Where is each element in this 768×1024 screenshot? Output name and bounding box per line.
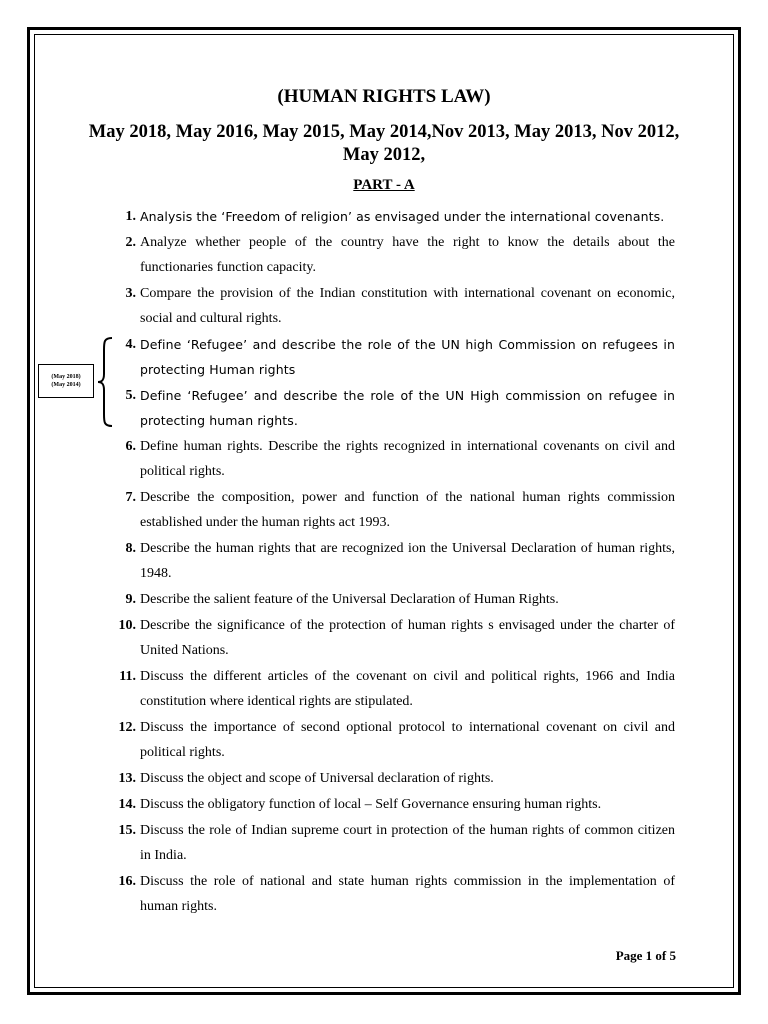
question-item	[104, 664, 675, 714]
question-text: Discuss the role of Indian supreme court in protection of the human rights of common citizen in India.	[140, 823, 675, 863]
side-note-line: (May 2014)	[51, 382, 81, 388]
question-number: 8.	[125, 541, 136, 556]
question-item	[104, 332, 675, 382]
question-text: Define ‘Refugee’ and describe the role of the UN high Commission on refugees in protecting Human rights	[140, 337, 675, 377]
question-text: Describe the salient feature of the Universal Declaration of Human Rights.	[140, 592, 559, 607]
question-text: Define human rights. Describe the rights recognized in international covenants on civil and political rights.	[140, 439, 675, 479]
question-text: Compare the provision of the Indian constitution with international covenant on economic, social and cultural rights.	[140, 286, 675, 326]
side-note-box	[38, 364, 94, 398]
question-number: 16.	[118, 874, 136, 889]
question-item	[104, 485, 675, 535]
exam-dates: May 2018, May 2016, May 2015, May 2014,Nov 2013, May 2013, Nov 2012, May 2012,	[88, 122, 680, 165]
question-number: 9.	[125, 592, 136, 607]
question-list	[104, 204, 675, 920]
question-number: 10.	[118, 618, 136, 633]
document-title: (HUMAN RIGHTS LAW)	[277, 86, 491, 107]
question-text: Discuss the importance of second optional protocol to international covenant on civil and political rights.	[140, 720, 675, 760]
question-text: Discuss the obligatory function of local – Self Governance ensuring human rights.	[140, 797, 602, 812]
question-item	[104, 536, 675, 586]
question-item	[104, 869, 675, 919]
part-heading: PART - A	[353, 177, 415, 193]
question-item	[104, 230, 675, 280]
question-item	[104, 383, 675, 433]
question-text: Define ‘Refugee’ and describe the role of the UN High commission on refugee in protecting human rights.	[140, 388, 675, 428]
question-number: 2.	[125, 235, 136, 250]
question-number: 12.	[118, 720, 136, 735]
question-text: Analyze whether people of the country have the right to know the details about the functionaries function capacity.	[140, 235, 675, 275]
question-number: 14.	[118, 797, 136, 812]
question-number: 15.	[118, 823, 136, 838]
question-item	[104, 715, 675, 765]
question-text: Describe the human rights that are recognized ion the Universal Declaration of human rights, 1948.	[140, 541, 675, 581]
question-item	[104, 587, 675, 612]
question-item	[104, 818, 675, 868]
side-note-line: (May 2018)	[51, 374, 81, 380]
question-number: 7.	[125, 490, 136, 505]
question-number: 3.	[125, 286, 136, 301]
question-number: 11.	[119, 669, 136, 684]
question-item	[104, 792, 675, 817]
question-text: Describe the significance of the protection of human rights s envisaged under the charter of United Nations.	[140, 618, 675, 658]
question-text: Describe the composition, power and function of the national human rights commission established under the human rights act 1993.	[140, 490, 675, 530]
question-text: Analysis the ‘Freedom of religion’ as envisaged under the international covenants.	[140, 209, 665, 224]
question-number: 1.	[125, 209, 136, 224]
question-item	[104, 613, 675, 663]
page-number: Page 1 of 5	[615, 948, 676, 963]
question-item	[104, 766, 675, 791]
question-text: Discuss the different articles of the covenant on civil and political rights, 1966 and India constitution where identical rights are stipulated.	[140, 669, 675, 709]
question-number: 5.	[125, 388, 136, 403]
question-item	[104, 204, 675, 229]
question-number: 4.	[125, 337, 136, 352]
question-item	[104, 434, 675, 484]
question-number: 13.	[118, 771, 136, 786]
question-number: 6.	[125, 439, 136, 454]
question-text: Discuss the role of national and state human rights commission in the implementation of human rights.	[140, 874, 675, 914]
question-item	[104, 281, 675, 331]
question-text: Discuss the object and scope of Universal declaration of rights.	[140, 771, 494, 786]
